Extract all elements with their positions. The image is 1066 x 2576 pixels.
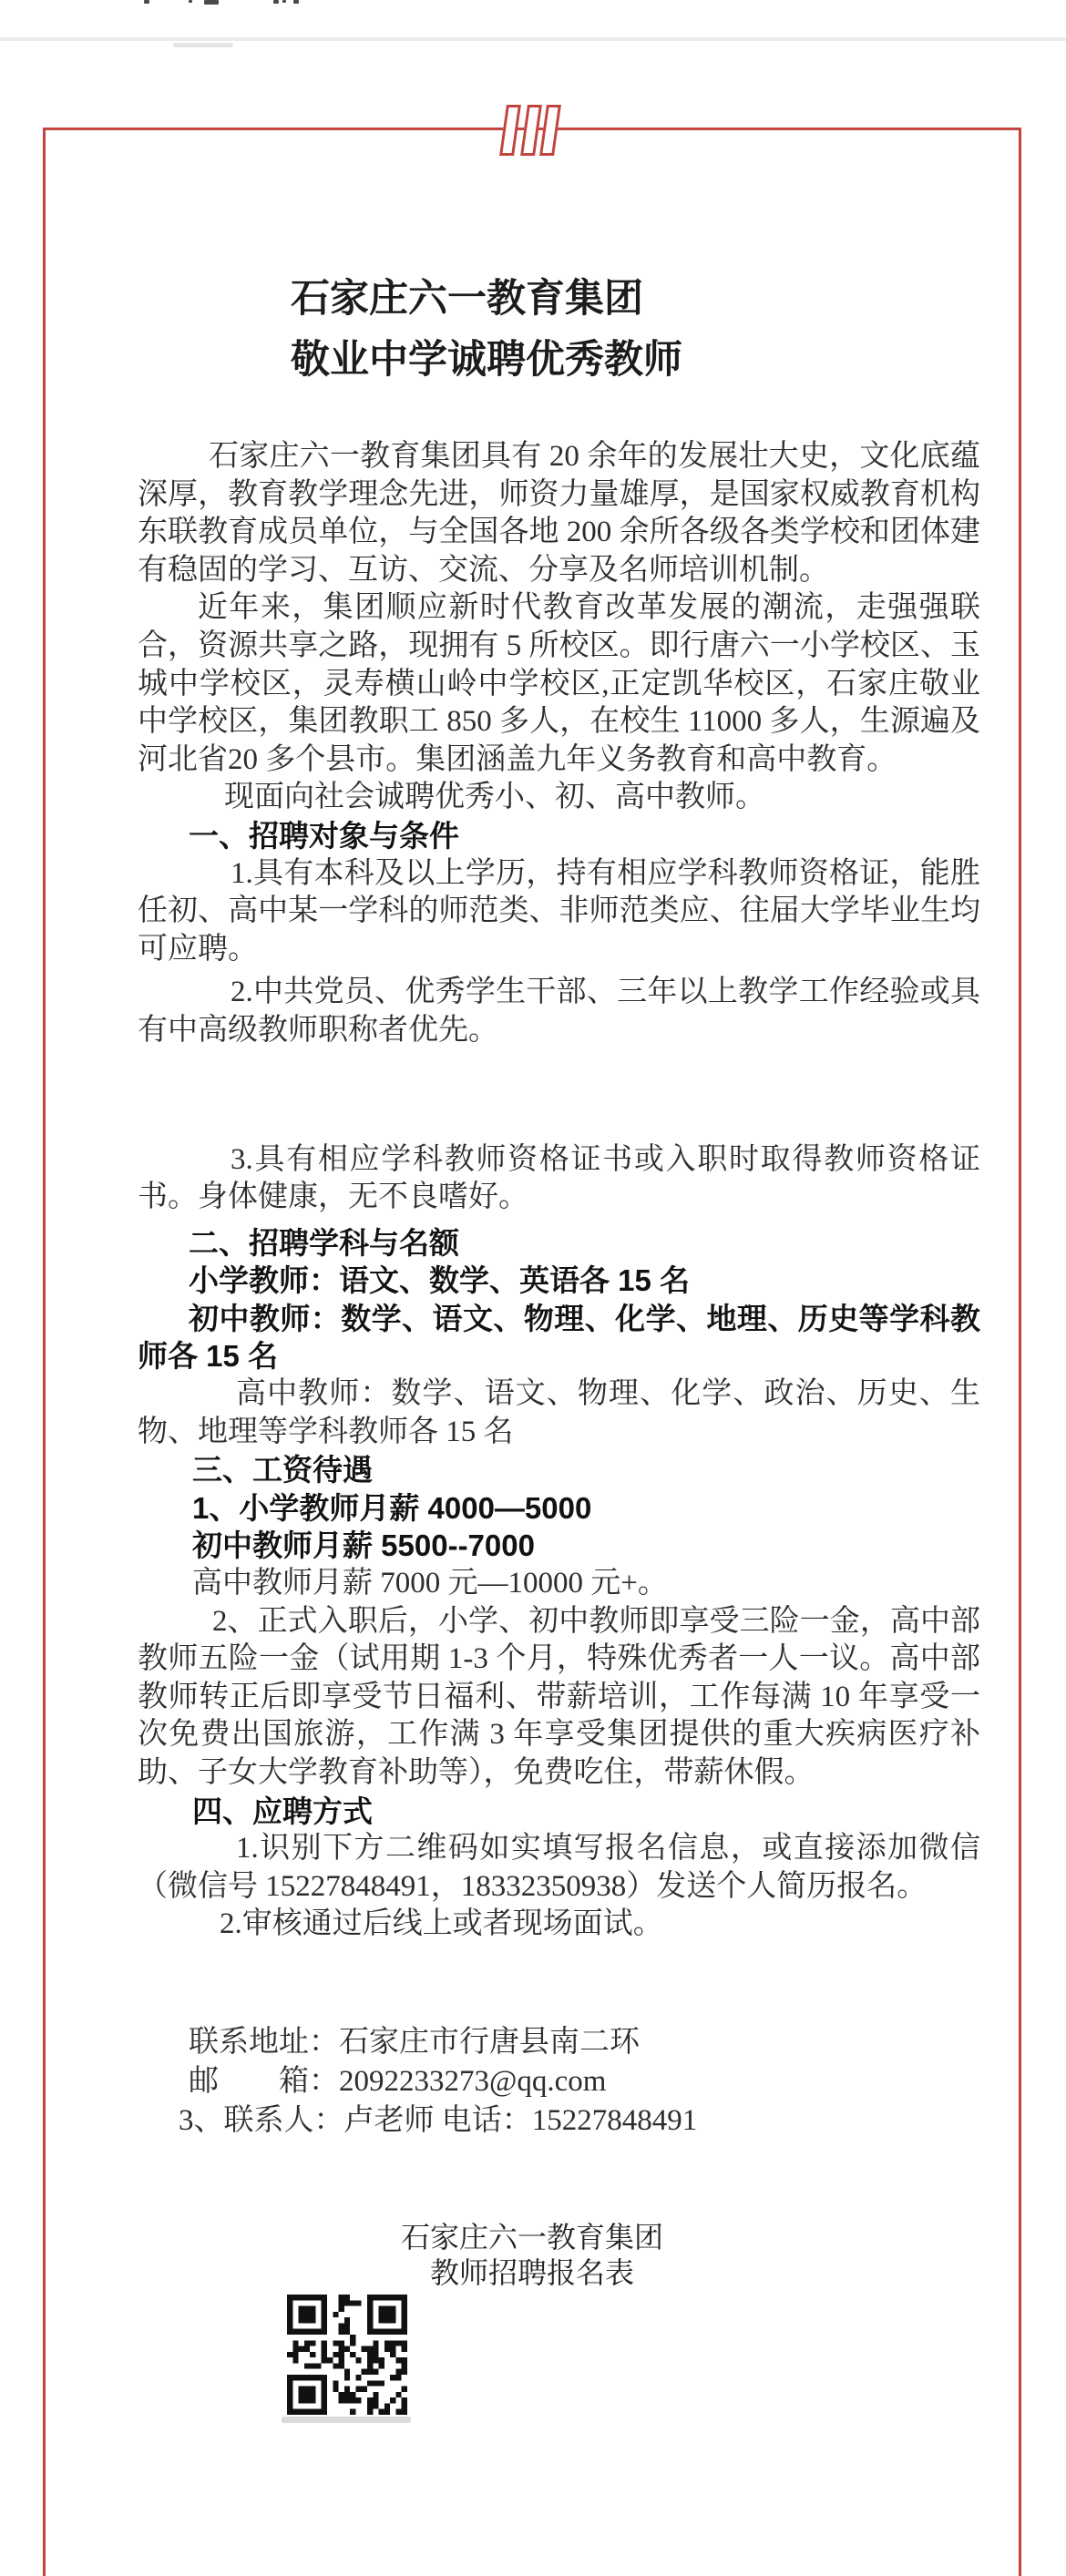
section3-benefits: 2、正式入职后，小学、初中教师即享受三险一金，高中部教师五险一金（试用期 1-3 个月，特殊优秀者一人一议。高中部教师转正后即享受节日福利、带薪培训，工作每满 10 年享受一次免费出国旅游，工作满 3 年享受集团提供的重大疾病医疗补助、子女大学教育补助等），免费吃住，带薪休假。 xyxy=(138,1604,980,1789)
page-title xyxy=(291,269,980,391)
contact-block xyxy=(138,2023,980,2141)
top-separator xyxy=(0,37,1066,41)
section1-item3: 3.具有相应学科教师资格证书或入职时取得教师资格证书。身体健康，无不良嗜好。 xyxy=(138,1142,980,1214)
contact-person: 3、联系人：卢老师 电话：15227848491 xyxy=(179,2103,698,2137)
section1-heading: 一、招聘对象与条件 xyxy=(189,818,459,853)
footer-org-name: 石家庄六一教育集团 xyxy=(400,2220,663,2254)
section3-heading: 三、工资待遇 xyxy=(192,1453,373,1487)
qr-code-image xyxy=(285,2295,409,2415)
intro-paragraph-2: 近年来，集团顺应新时代教育改革发展的潮流，走强强联合，资源共享之路，现拥有 5 所校区。即行唐六一小学校区、玉城中学校区，灵寿横山岭中学校区,正定凯华校区，石家庄敬业中学校区，集团教职工 850 多人，在校生 11000 多人，生源遍及河北省20 多个县市。集团涵盖九年义务教育和高中教育。 xyxy=(138,591,980,776)
contact-email: 邮 箱：2092233273@qq.com xyxy=(189,2064,607,2098)
slash-icon xyxy=(520,105,542,156)
section1-item2: 2.中共党员、优秀学生干部、三年以上教学工作经验或具有中高级教师职称者优先。 xyxy=(138,976,980,1047)
section1-item1: 1.具有本科及以上学历，持有相应学科教师资格证，能胜任初、高中某一学科的师范类、非师范类应、往届大学毕业生均可应聘。 xyxy=(138,856,980,966)
footer-block xyxy=(46,2220,1019,2423)
intro-paragraph-3: 现面向社会诚聘优秀小、初、高中教师。 xyxy=(224,781,765,814)
section3-salary-senior: 高中教师月薪 7000 元—10000 元+。 xyxy=(192,1567,668,1600)
slash-icon xyxy=(499,105,521,156)
intro-paragraph-1: 石家庄六一教育集团具有 20 余年的发展壮大史，文化底蕴深厚，教育教学理念先进，师资力量雄厚，是国家权威教育机构东联教育成员单位，与全国各地 200 余所各级各类学校和团体建有稳固的学习、互访、交流、分享及名师培训机制。 xyxy=(138,440,980,587)
top-gray-pill xyxy=(173,43,233,47)
qr-code xyxy=(285,2295,409,2423)
section4-heading: 四、应聘方式 xyxy=(192,1794,373,1828)
section3-salary-primary: 1、小学教师月薪 4000—5000 xyxy=(192,1490,592,1525)
section2-junior-teachers: 初中教师：数学、语文、物理、化学、地理、历史等学科教师各 15 名 xyxy=(138,1301,980,1374)
red-document-frame xyxy=(43,128,1021,2576)
qr-shadow-bar xyxy=(282,2417,411,2423)
document-content xyxy=(46,269,1019,2423)
page-title-line1: 石家庄六一教育集团 xyxy=(291,278,643,321)
section2-heading: 二、招聘学科与名额 xyxy=(189,1225,459,1260)
slash-decoration xyxy=(503,105,621,159)
section2-senior-teachers: 高中教师：数学、语文、物理、化学、政治、历史、生物、地理等学科教师各 15 名 xyxy=(138,1377,980,1448)
section3-salary-junior: 初中教师月薪 5500--7000 xyxy=(192,1528,535,1563)
contact-address: 联系地址：石家庄市行唐县南二环 xyxy=(189,2025,640,2059)
footer-form-name: 教师招聘报名表 xyxy=(429,2255,634,2289)
slash-icon xyxy=(539,105,561,156)
page-title-line2: 敬业中学诚聘优秀教师 xyxy=(291,339,682,382)
section4-step1: 1.识别下方二维码如实填写报名信息，或直接添加微信（微信号 15227848491，18332350938）发送个人简历报名。 xyxy=(138,1832,980,1903)
section2-primary-teachers: 小学教师：语文、数学、英语各 15 名 xyxy=(189,1263,691,1298)
section4-step2: 2.审核通过后线上或者现场面试。 xyxy=(220,1907,663,1941)
